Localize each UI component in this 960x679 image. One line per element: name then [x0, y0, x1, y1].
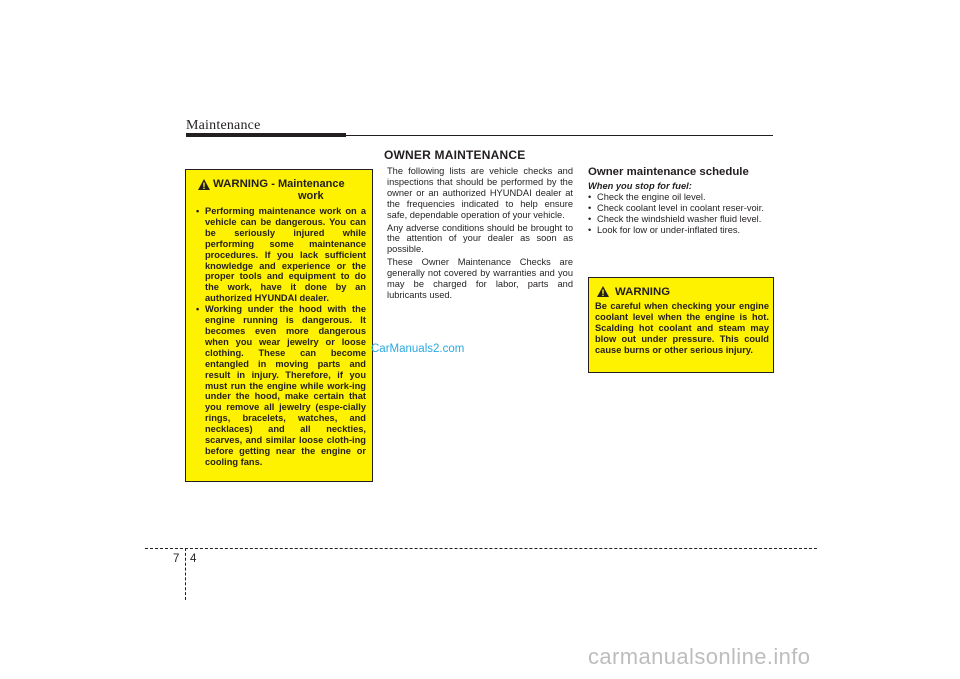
warning-item: • Working under the hood with the engine running is dangerous. It becomes even more dangerous when you wear jewelry or loose clothing. These can become entangled in moving parts and result in injury. Therefore, if you must run the engine while work-ing under the hood, make certain that you remove all jewelry (espe-cially rings, bracelets, watches, and necklaces) and all neckties, scarves, and similar loose cloth-ing before getting near the engine or cooling fans. — [196, 304, 366, 468]
warning-triangle-icon — [597, 286, 609, 297]
warning-heading-line2: work — [298, 190, 324, 202]
warning-triangle-icon — [198, 179, 210, 190]
schedule-item: • Check the windshield washer fluid level. — [588, 214, 774, 225]
warning-item: • Performing maintenance work on a vehicle can be dangerous. You can be seriously injured while performing some maintenance procedures. If you lack sufficient knowledge and experience or the proper tools and equipment to do the work, have it done by an authorized HYUNDAI dealer. — [196, 206, 366, 304]
schedule-heading: Owner maintenance schedule — [588, 166, 749, 178]
intro-text — [387, 166, 573, 303]
schedule-item: • Look for low or under-inflated tires. — [588, 225, 774, 236]
warning-heading-subject: - Maintenance — [271, 178, 345, 190]
warning-list — [196, 206, 366, 468]
intro-paragraph: Any adverse conditions should be brought to the attention of your dealer as soon as possible. — [387, 222, 573, 255]
chapter-number: 7 — [173, 553, 180, 565]
watermark-link[interactable]: CarManuals2.com — [371, 343, 465, 355]
site-watermark: carmanualsonline.info — [588, 644, 811, 669]
footer-rule — [145, 548, 817, 549]
schedule-item: • Check the engine oil level. — [588, 192, 774, 203]
intro-paragraph: The following lists are vehicle checks and inspections that should be performed by the owner or an authorized HYUNDAI dealer at the frequencies indicated to help ensure safe, dependable operation of your vehicle. — [387, 166, 573, 220]
intro-paragraph: These Owner Maintenance Checks are generally not covered by warranties and you may be charged for labor, parts and lubricants used. — [387, 257, 573, 300]
warning-heading-word: WARNING — [213, 178, 269, 190]
schedule-subheading: When you stop for fuel: — [588, 181, 692, 191]
warning-heading: WARNING — [615, 286, 671, 298]
header-rule-accent — [186, 133, 346, 137]
warning-text: Be careful when checking your engine coolant level when the engine is hot. Scalding hot coolant and steam may blow out under pressure. This could cause burns or other serious injury. — [595, 301, 769, 355]
schedule-item: • Check coolant level in coolant reser-voir. — [588, 203, 774, 214]
maintenance-schedule — [588, 166, 774, 236]
footer-divider — [185, 548, 186, 600]
chapter-title: Maintenance — [186, 118, 261, 133]
coolant-warning-box — [588, 277, 774, 373]
section-title: OWNER MAINTENANCE — [384, 148, 526, 162]
schedule-list — [588, 192, 774, 236]
page-number: 4 — [190, 553, 197, 565]
maintenance-warning-box — [185, 169, 373, 482]
